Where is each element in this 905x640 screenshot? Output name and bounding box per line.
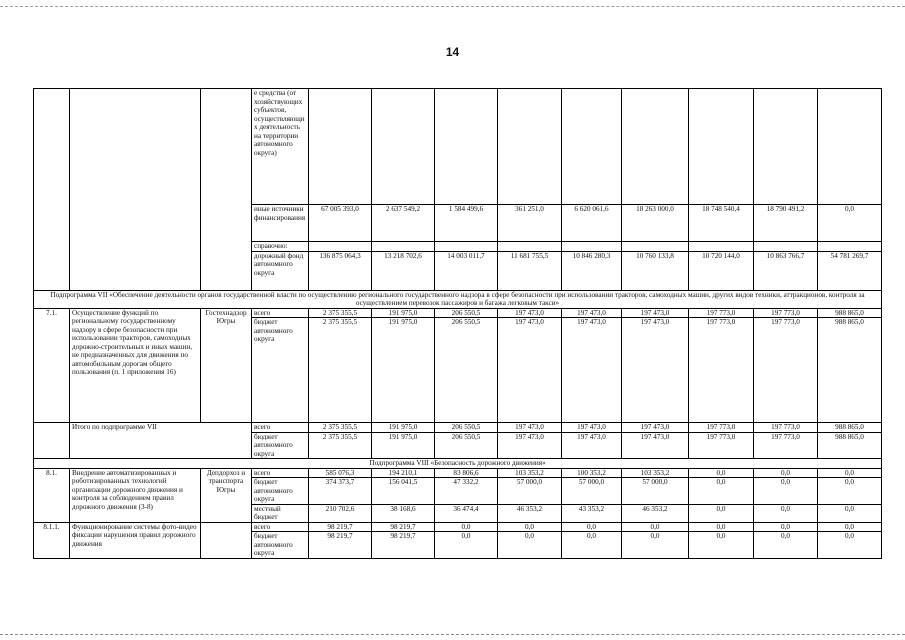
value-cell: 14 003 011,7 (435, 251, 498, 290)
value-cell: 197 773,0 (754, 432, 818, 459)
value-cell: 191 975,0 (372, 423, 435, 433)
value-cell: 43 353,2 (562, 504, 622, 522)
value-cell: 197 473,0 (622, 432, 689, 459)
source-cell: бюджет автономного округа (252, 318, 309, 423)
value-cell: 0,0 (498, 522, 562, 532)
source-cell: бюджет автономного округа (252, 432, 309, 459)
value-cell: 197 473,0 (562, 423, 622, 433)
value-cell: 83 806,6 (435, 468, 498, 478)
value-cell: 0,0 (818, 468, 882, 478)
source-cell: всего (252, 423, 309, 433)
value-cell: 206 550,5 (435, 318, 498, 423)
executor-cell (201, 522, 252, 558)
value-cell: 191 975,0 (372, 318, 435, 423)
value-cell: 585 076,3 (309, 468, 372, 478)
value-cell: 98 219,7 (372, 532, 435, 559)
value-cell: 0,0 (754, 478, 818, 505)
executor-cell: Депдорхоз и транспорта Югры (201, 468, 252, 522)
num-cell: 7.1. (34, 308, 70, 423)
value-cell: 0,0 (754, 532, 818, 559)
subprogram-title-row (34, 459, 882, 469)
source-cell: иные источники финансирования (252, 205, 309, 242)
value-cell: 0,0 (562, 532, 622, 559)
source-cell: бюджет автономного округа (252, 478, 309, 505)
value-cell: 0,0 (689, 504, 754, 522)
value-cell (818, 89, 882, 205)
value-cell: 18 790 491,2 (754, 205, 818, 242)
value-cell: 0,0 (818, 522, 882, 532)
value-cell: 988 865,0 (818, 318, 882, 423)
value-cell (309, 242, 372, 252)
table-body (34, 89, 882, 559)
value-cell: 103 353,2 (498, 468, 562, 478)
value-cell: 100 353,2 (562, 468, 622, 478)
value-cell: 0,0 (689, 478, 754, 505)
value-cell: 197 773,0 (754, 423, 818, 433)
num-cell: 8.1.1. (34, 522, 70, 558)
value-cell: 2 375 355,5 (309, 423, 372, 433)
name-cell (70, 89, 201, 291)
value-cell: 0,0 (818, 532, 882, 559)
value-cell: 0,0 (562, 522, 622, 532)
value-cell: 156 041,5 (372, 478, 435, 505)
value-cell: 98 219,7 (372, 522, 435, 532)
value-cell: 210 702,6 (309, 504, 372, 522)
value-cell (562, 242, 622, 252)
value-cell (435, 242, 498, 252)
total-label: Итого по подпрограмме VII (70, 423, 252, 459)
value-cell: 1 584 499,6 (435, 205, 498, 242)
value-cell (435, 89, 498, 205)
value-cell: 67 005 393,0 (309, 205, 372, 242)
value-cell: 0,0 (435, 532, 498, 559)
value-cell: 197 473,0 (498, 318, 562, 423)
value-cell: 38 168,6 (372, 504, 435, 522)
value-cell: 54 781 269,7 (818, 251, 882, 290)
name-cell: Функционирование системы фото-видео фиксации нарушения правил дорожного движения (70, 522, 201, 558)
value-cell: 103 353,2 (622, 468, 689, 478)
value-cell: 2 375 355,5 (309, 432, 372, 459)
value-cell: 0,0 (689, 532, 754, 559)
scan-edge-bottom (0, 634, 905, 635)
source-cell: дорожный фонд автономного округа (252, 251, 309, 290)
source-cell: всего (252, 522, 309, 532)
source-cell: местный бюджет (252, 504, 309, 522)
value-cell: 0,0 (818, 504, 882, 522)
value-cell: 0,0 (754, 468, 818, 478)
value-cell: 0,0 (435, 522, 498, 532)
value-cell: 0,0 (754, 504, 818, 522)
value-cell: 197 473,0 (622, 318, 689, 423)
value-cell (622, 242, 689, 252)
value-cell: 197 473,0 (498, 308, 562, 318)
value-cell: 197 773,0 (689, 423, 754, 433)
value-cell: 988 865,0 (818, 308, 882, 318)
value-cell: 197 473,0 (562, 432, 622, 459)
value-cell: 0,0 (689, 522, 754, 532)
executor-cell (201, 89, 252, 291)
value-cell: 361 251,0 (498, 205, 562, 242)
source-cell: е средства (от хозяйствующих субъектов, осуществляющих деятельность на территории автономного округа) (252, 89, 309, 205)
value-cell: 46 353,2 (622, 504, 689, 522)
value-cell: 197 773,0 (754, 308, 818, 318)
subprogram-title: Подпрограмма VII «Обеспечение деятельности органов государственной власти по осуществлению регионального государственного надзора в сфере безопасности при использовании тракторов, самоходных машин, других видов техники, аттракционов, контроля за осуществлением перевозок пассажиров и багажа легковым такси» (34, 290, 882, 308)
value-cell (754, 242, 818, 252)
num-cell (34, 89, 70, 291)
value-cell: 57 000,0 (622, 478, 689, 505)
value-cell: 191 975,0 (372, 308, 435, 318)
value-cell: 197 473,0 (562, 318, 622, 423)
table-row (34, 522, 882, 532)
value-cell (754, 89, 818, 205)
value-cell: 206 550,5 (435, 308, 498, 318)
value-cell (498, 89, 562, 205)
source-cell: всего (252, 468, 309, 478)
value-cell: 197 773,0 (689, 432, 754, 459)
value-cell: 0,0 (689, 468, 754, 478)
num-cell: 8.1. (34, 468, 70, 522)
value-cell: 13 218 702,6 (372, 251, 435, 290)
scan-edge-top (0, 6, 905, 7)
value-cell: 197 473,0 (622, 308, 689, 318)
page-number: 14 (445, 45, 460, 59)
value-cell: 46 353,2 (498, 504, 562, 522)
value-cell: 191 975,0 (372, 432, 435, 459)
value-cell: 0,0 (498, 532, 562, 559)
value-cell: 988 865,0 (818, 423, 882, 433)
value-cell (689, 242, 754, 252)
budget-table (33, 88, 882, 559)
value-cell: 197 473,0 (622, 423, 689, 433)
value-cell: 194 210,1 (372, 468, 435, 478)
value-cell (689, 89, 754, 205)
value-cell: 0,0 (622, 532, 689, 559)
value-cell (309, 89, 372, 205)
value-cell: 2 637 549,2 (372, 205, 435, 242)
value-cell: 98 219,7 (309, 522, 372, 532)
value-cell: 136 875 064,3 (309, 251, 372, 290)
value-cell: 197 773,0 (689, 308, 754, 318)
value-cell: 0,0 (818, 205, 882, 242)
value-cell: 11 681 755,5 (498, 251, 562, 290)
value-cell (818, 242, 882, 252)
value-cell: 57 000,0 (498, 478, 562, 505)
value-cell: 36 474,4 (435, 504, 498, 522)
value-cell (562, 89, 622, 205)
value-cell: 6 620 061,6 (562, 205, 622, 242)
value-cell: 197 773,0 (689, 318, 754, 423)
subprogram-title-row (34, 290, 882, 308)
value-cell: 10 720 144,0 (689, 251, 754, 290)
table-row (34, 89, 882, 205)
value-cell: 374 373,7 (309, 478, 372, 505)
value-cell: 0,0 (622, 522, 689, 532)
value-cell: 10 760 133,8 (622, 251, 689, 290)
value-cell: 206 550,5 (435, 432, 498, 459)
value-cell (372, 242, 435, 252)
value-cell: 197 473,0 (562, 308, 622, 318)
value-cell: 10 846 280,3 (562, 251, 622, 290)
table-row (34, 423, 882, 433)
source-cell: справочно: (252, 242, 309, 252)
value-cell (498, 242, 562, 252)
num-cell (34, 423, 70, 459)
source-cell: всего (252, 308, 309, 318)
value-cell: 206 550,5 (435, 423, 498, 433)
value-cell: 18 748 540,4 (689, 205, 754, 242)
value-cell: 47 332,2 (435, 478, 498, 505)
value-cell: 197 473,0 (498, 432, 562, 459)
value-cell (372, 89, 435, 205)
name-cell: Осуществление функций по региональному государственному надзору в сфере безопасности при использовании тракторов, самоходных дорожно-строительных и иных машин, не предназначенных для движения по автомобильным дорогам общего пользования (п. 1 приложения 16) (70, 308, 201, 423)
value-cell: 197 473,0 (498, 423, 562, 433)
table-row (34, 308, 882, 318)
table-row (34, 468, 882, 478)
value-cell: 0,0 (818, 478, 882, 505)
name-cell: Внедрение автоматизированных и роботизированных технологий организации дорожного движения и контроля за соблюдением правил дорожного движения (3-8) (70, 468, 201, 522)
value-cell: 57 000,0 (562, 478, 622, 505)
value-cell: 197 773,0 (754, 318, 818, 423)
value-cell: 10 863 766,7 (754, 251, 818, 290)
value-cell: 98 219,7 (309, 532, 372, 559)
executor-cell: Гостехнадзор Югры (201, 308, 252, 423)
value-cell: 2 375 355,5 (309, 318, 372, 423)
value-cell: 2 375 355,5 (309, 308, 372, 318)
value-cell (622, 89, 689, 205)
value-cell: 0,0 (754, 522, 818, 532)
value-cell: 18 263 000,0 (622, 205, 689, 242)
subprogram-title: Подпрограмма VIII «Безопасность дорожного движения» (34, 459, 882, 469)
source-cell: бюджет автономного округа (252, 532, 309, 559)
value-cell: 988 865,0 (818, 432, 882, 459)
